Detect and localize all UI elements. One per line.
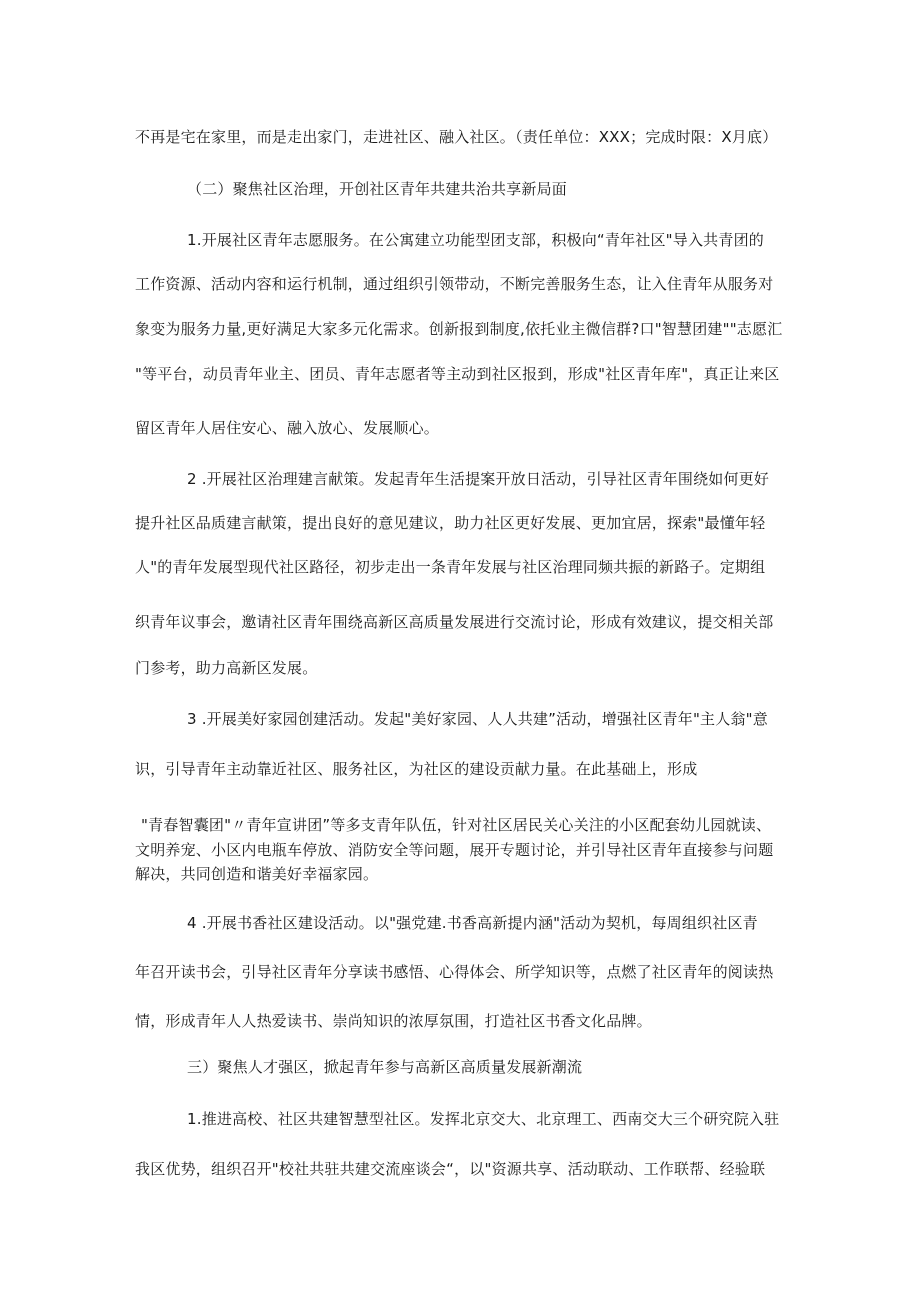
text-line: "等平台，动员青年业主、团员、青年志愿者等主动到社区报到，形成"社区青年库"，真正让来区	[135, 365, 780, 383]
text-line: 门参考，助力高新区发展。	[135, 659, 318, 677]
text-line: 2 .开展社区治理建言献策。发起青年生活提案开放日活动，引导社区青年围绕如何更好	[187, 470, 770, 488]
text-line: 1.开展社区青年志愿服务。在公寓建立功能型团支部，积极向“青年社区"导入共青团的	[187, 231, 764, 249]
text-line: 工作资源、活动内容和运行机制，通过组织引领带动，不断完善服务生态，让入住青年从服务对	[135, 275, 774, 293]
section-heading: 三）聚焦人才强区，掀起青年参与高新区高质量发展新潮流	[187, 1058, 583, 1076]
text-line: 不再是宅在家里，而是走出家门，走进社区、融入社区。（责任单位：XXX；完成时限：X月底）	[135, 128, 778, 146]
text-line: 情，形成青年人人热爱读书、崇尚知识的浓厚氛围，打造社区书香文化品牌。	[135, 1012, 652, 1030]
text-line: 年召开读书会，引导社区青年分享读书感悟、心得体会、所学知识等，点燃了社区青年的阅读热	[135, 963, 774, 981]
text-line: 识，引导青年主动靠近社区、服务社区，为社区的建设贡献力量。在此基础上，形成	[135, 760, 698, 778]
text-line: 人"的青年发展型现代社区路径，初步走出一条青年发展与社区治理同频共振的新路子。定期组	[135, 558, 766, 576]
section-heading: （二）聚焦社区治理，开创社区青年共建共治共享新局面	[187, 180, 568, 198]
text-line: 我区优势，组织召开"校社共驻共建交流座谈会“，以"资源共享、活动联动、工作联帮、经验联	[135, 1160, 766, 1178]
text-line: 留区青年人居住安心、融入放心、发展顺心。	[135, 419, 440, 437]
text-line: 象变为服务力量,更好满足大家多元化需求。创新报到制度,依托业主微信群?口"智慧团建""志愿汇	[135, 320, 783, 338]
text-line: 3 .开展美好家园创建活动。发起"美好家园、人人共建”活动，增强社区青年"主人翁"意	[187, 710, 768, 728]
text-line: 4 .开展书香社区建设活动。以"强党建.书香高新提内涵"活动为契机，每周组织社区青	[187, 914, 758, 932]
text-line: "青春智囊团"〃青年宣讲团”等多支青年队伍，针对社区居民关心关注的小区配套幼儿园就读、	[141, 816, 772, 834]
text-line: 解决，共同创造和谐美好幸福家园。	[135, 865, 379, 883]
text-line: 1.推进高校、社区共建智慧型社区。发挥北京交大、北京理工、西南交大三个研究院入驻	[187, 1110, 780, 1128]
text-line: 织青年议事会，邀请社区青年围绕高新区高质量发展进行交流讨论，形成有效建议，提交相关部	[135, 613, 774, 631]
text-line: 提升社区品质建言献策，提出良好的意见建议，助力社区更好发展、更加宜居，探索"最懂年轻	[135, 514, 766, 532]
text-line: 文明养宠、小区内电瓶车停放、消防安全等问题，展开专题讨论，并引导社区青年直接参与问题	[135, 841, 774, 859]
